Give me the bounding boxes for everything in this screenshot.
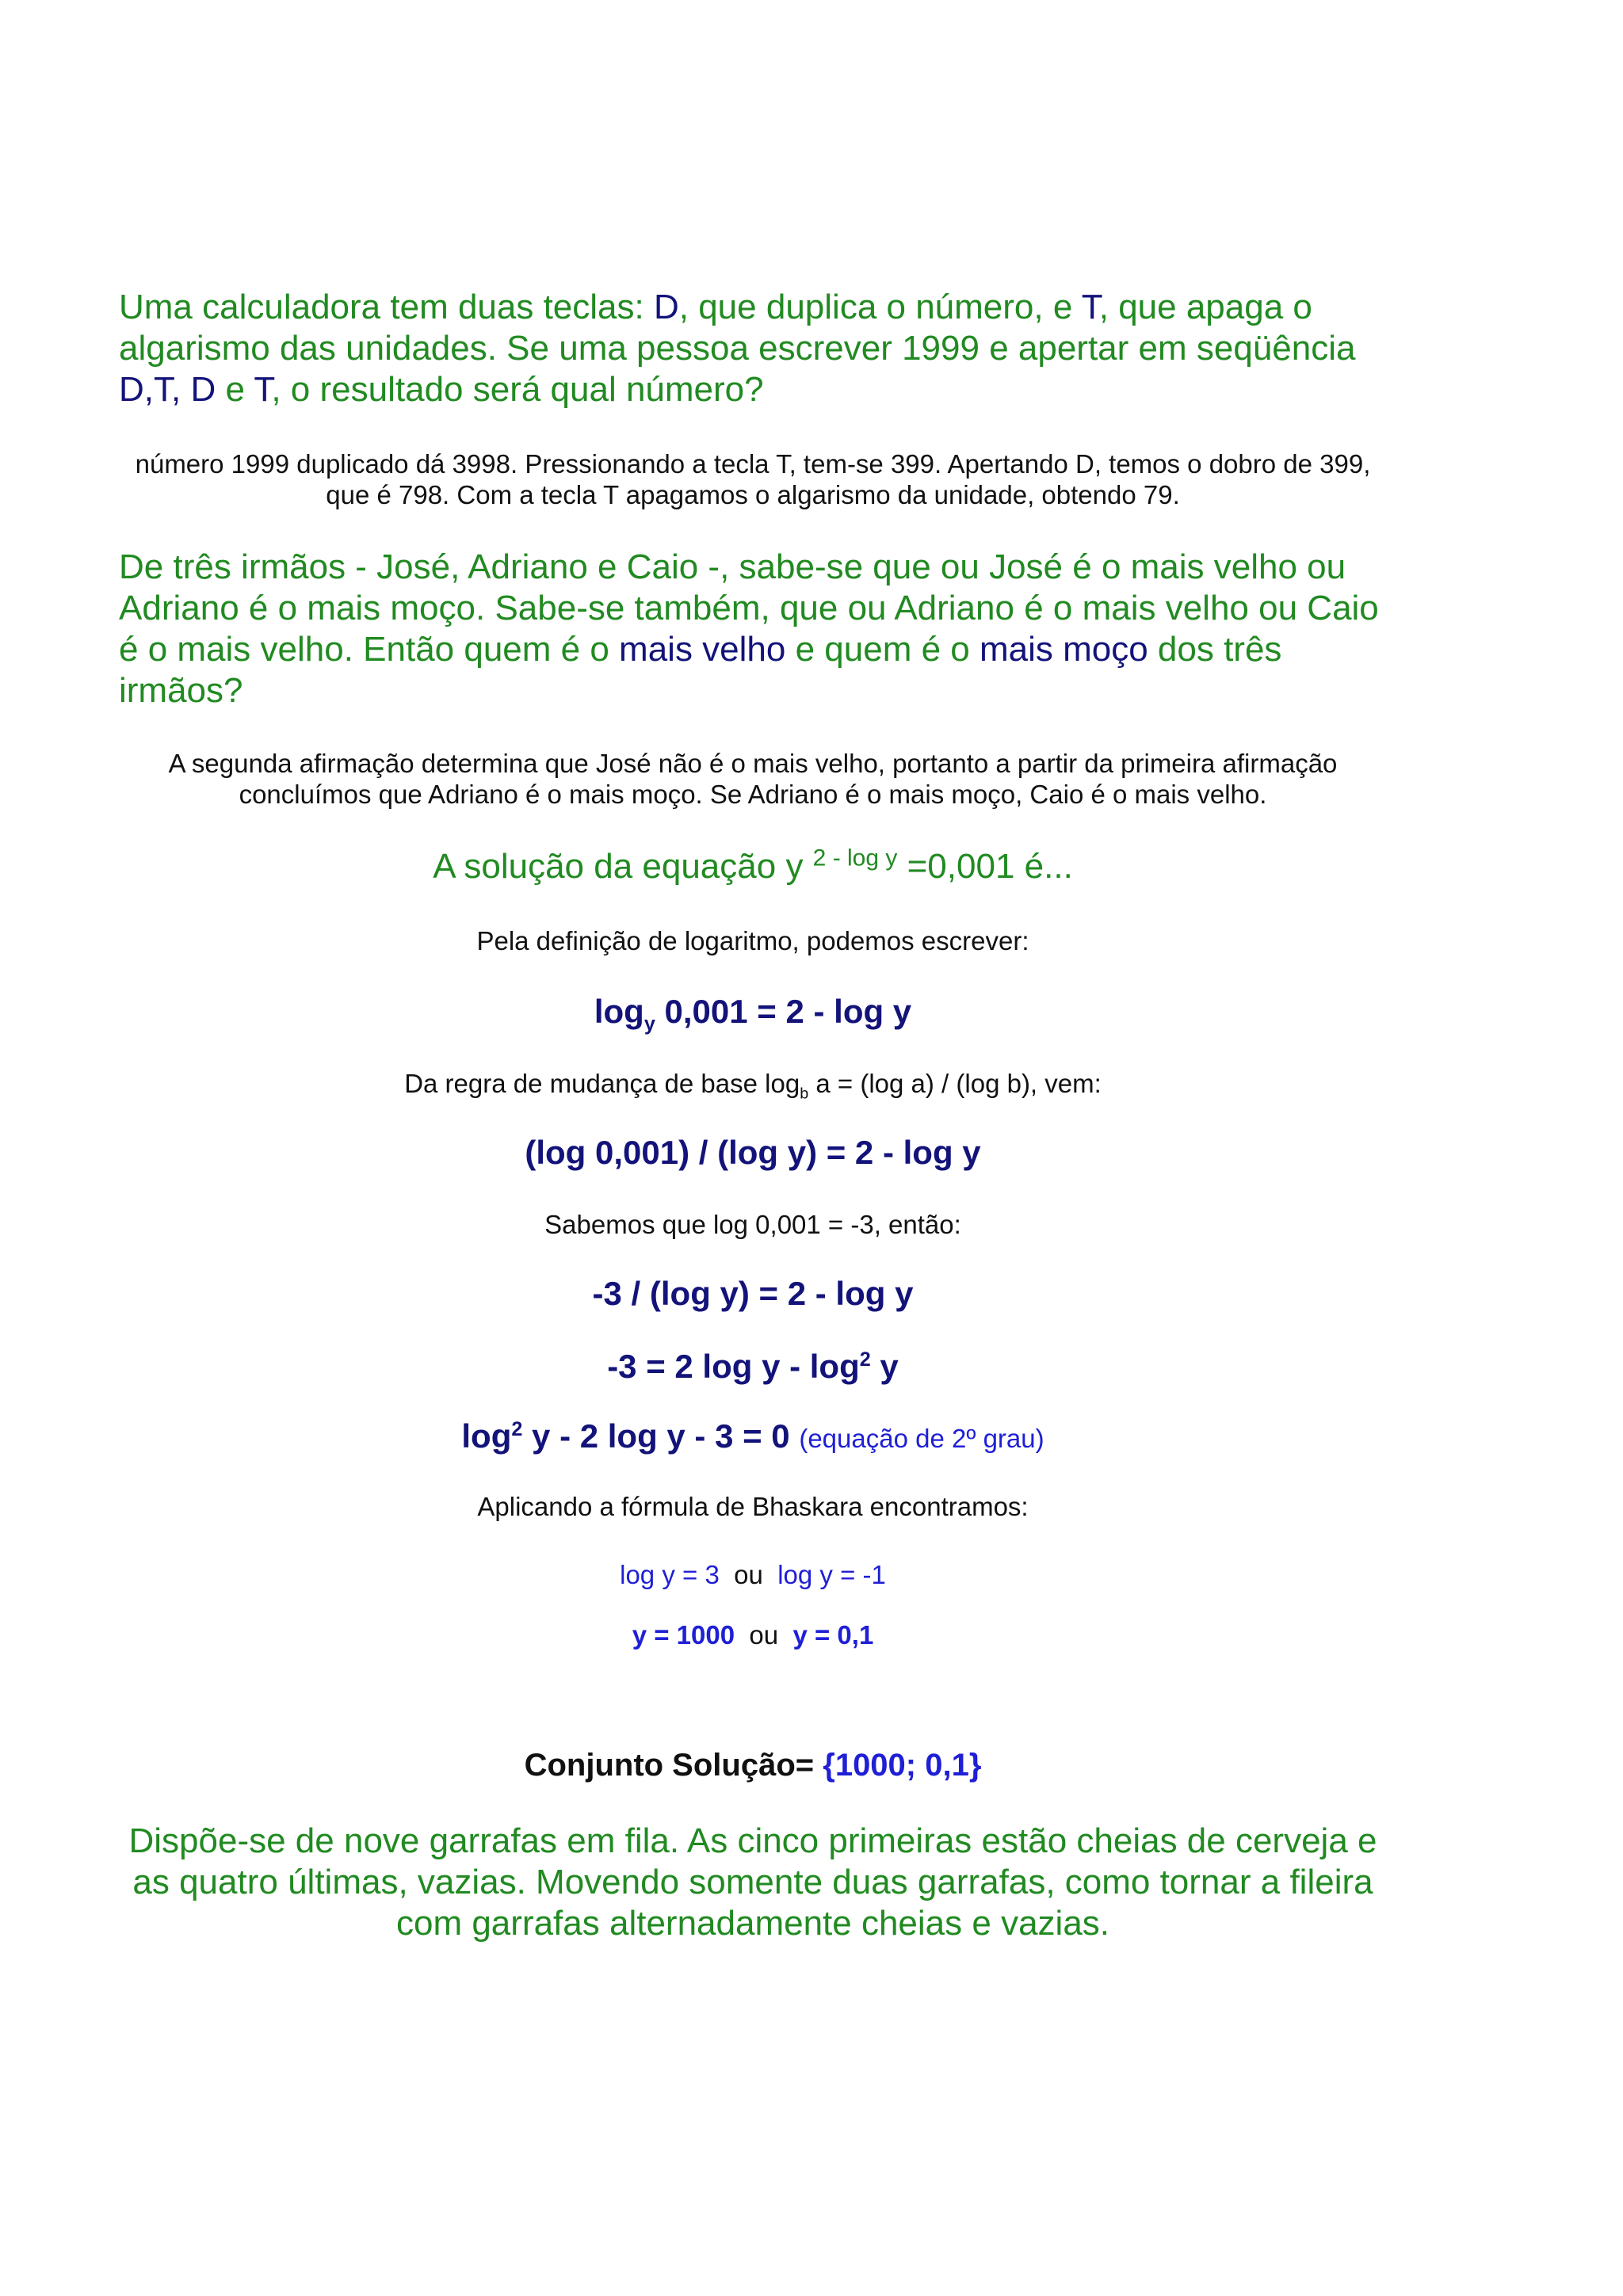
solution-step-bhaskara: Aplicando a fórmula de Bhaskara encontramos: bbox=[477, 1492, 1029, 1521]
step-text: Da regra de mudança de base log bbox=[404, 1069, 800, 1098]
highlight-oldest: mais velho bbox=[619, 630, 786, 669]
equation-log-definition bbox=[119, 992, 1387, 1035]
root-value-2: y = 0,1 bbox=[792, 1620, 874, 1650]
solution-set-value: {1000; 0,1} bbox=[823, 1748, 982, 1783]
question-equation bbox=[119, 845, 1387, 889]
equation-part: log bbox=[594, 993, 644, 1030]
equation-exponent: 2 - log y bbox=[812, 845, 898, 871]
roots-values bbox=[119, 1619, 1387, 1651]
question-text: , que duplica o número, e bbox=[678, 288, 1082, 326]
answer-calculator: número 1999 duplicado dá 3998. Pressionando a tecla T, tem-se 399. Apertando D, temos o dobro de 399, que é 798. Com a tecla T apagamos o algarismo da unidade, obtendo 79. bbox=[135, 449, 1371, 509]
or-text: ou bbox=[734, 1560, 763, 1589]
question-text: A solução da equação y bbox=[433, 847, 813, 886]
equation-base-change: (log 0,001) / (log y) = 2 - log y bbox=[525, 1134, 981, 1171]
key-d-label: D bbox=[653, 288, 679, 326]
roots-log bbox=[119, 1559, 1387, 1591]
question-text: e bbox=[216, 370, 254, 409]
question-text: Uma calculadora tem duas teclas: bbox=[119, 288, 654, 326]
equation-rearranged bbox=[119, 1347, 1387, 1386]
question-bottles: Dispõe-se de nove garrafas em fila. As cinco primeiras estão cheias de cerveja e as quatro últimas, vazias. Movendo somente duas garrafas, como tornar a fileira com garrafas alternadamente cheias e vazias. bbox=[128, 1821, 1377, 1943]
key-sequence-label: T bbox=[254, 370, 272, 409]
equation-part: log bbox=[461, 1417, 512, 1455]
question-text: De três irmãos - José, Adriano e Caio -, sabe-se que ou José é o mais velho ou Adriano é o mais moço. Sabe-se também, que ou Adriano é o mais velho ou Caio é o mais velho. Então quem é o bbox=[119, 547, 1379, 669]
question-text: , o resultado será qual número? bbox=[271, 370, 764, 409]
equation-substituted: -3 / (log y) = 2 - log y bbox=[592, 1275, 914, 1312]
step-subscript: b bbox=[800, 1085, 809, 1103]
equation-part: -3 = 2 log y - log bbox=[607, 1348, 860, 1385]
equation-note: (equação de 2º grau) bbox=[799, 1424, 1044, 1453]
equation-superscript: 2 bbox=[859, 1348, 871, 1371]
highlight-youngest: mais moço bbox=[979, 630, 1148, 669]
answer-brothers: A segunda afirmação determina que José não é o mais velho, portanto a partir da primeira afirmação concluímos que Adriano é o mais moço. Se Adriano é o mais moço, Caio é o mais velho. bbox=[168, 749, 1338, 809]
root-value-1: y = 1000 bbox=[632, 1620, 735, 1650]
equation-subscript: y bbox=[643, 1013, 655, 1035]
question-text: dos três irmãos? bbox=[119, 630, 1282, 710]
key-sequence-label: D,T, D bbox=[119, 370, 216, 409]
root-log-2: log y = -1 bbox=[777, 1560, 886, 1589]
question-brothers bbox=[119, 547, 1387, 711]
question-calculator bbox=[119, 287, 1387, 410]
equation-part: y - 2 log y - 3 = 0 bbox=[522, 1417, 790, 1455]
equation-part: 0,001 = 2 - log y bbox=[655, 993, 912, 1030]
solution-step-base-change bbox=[119, 1068, 1387, 1103]
solution-step-known-log: Sabemos que log 0,001 = -3, então: bbox=[544, 1210, 961, 1239]
question-text: =0,001 é... bbox=[897, 847, 1073, 886]
question-text: , que apaga o algarismo das unidades. Se uma pessoa escrever 1999 e apertar em seqüência bbox=[119, 288, 1356, 368]
solution-set-label: Conjunto Solução= bbox=[524, 1748, 815, 1783]
step-text: a = (log a) / (log b), vem: bbox=[808, 1069, 1102, 1098]
equation-superscript: 2 bbox=[511, 1418, 523, 1440]
key-t-label: T bbox=[1081, 288, 1099, 326]
root-log-1: log y = 3 bbox=[620, 1560, 720, 1589]
question-text: e quem é o bbox=[785, 630, 980, 669]
or-text: ou bbox=[749, 1620, 779, 1650]
solution-set bbox=[119, 1746, 1387, 1784]
equation-part: y bbox=[870, 1348, 899, 1385]
equation-quadratic bbox=[119, 1417, 1387, 1459]
solution-step-definition: Pela definição de logaritmo, podemos escrever: bbox=[476, 926, 1029, 955]
